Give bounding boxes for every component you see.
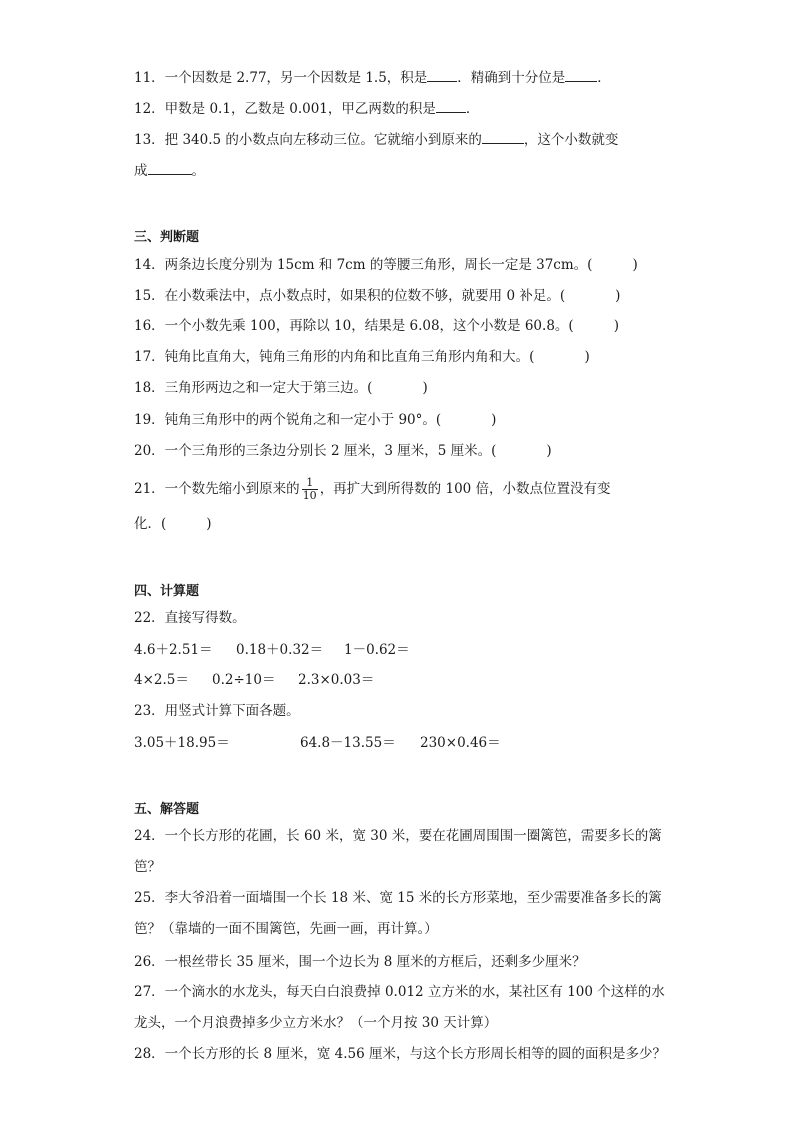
calc-row-1: [134, 640, 410, 660]
answer-blank[interactable]: [148, 160, 192, 175]
fraction-one-tenth: $\frac{1}{10}$: [302, 476, 317, 502]
question-15: 15．在小数乘法中，点小数点时，如果积的位数不够，就要用 0 补足。( ): [134, 288, 621, 304]
question-22: 22．直接写得数。: [134, 610, 246, 626]
question-20: 20．一个三角形的三条边分别长 2 厘米，3 厘米，5 厘米。( ): [134, 443, 552, 459]
question-13-text: 13．把 340.5 的小数点向左移动三位。它就缩小到原来的: [134, 132, 482, 148]
question-18: 18．三角形两边之和一定大于第三边。( ): [134, 380, 428, 396]
calc-row-2: [134, 670, 374, 690]
question-27: 27．一个滴水的水龙头，每天白白浪费掉 0.012 立方米的水，某社区有 100 个这样的水: [134, 984, 665, 1000]
question-12-text: 12．甲数是 0.1，乙数是 0.001，甲乙两数的积是: [134, 101, 436, 117]
question-21: 21．一个数先缩小到原来的 $\frac{1}{10}$ ，再扩大到所得数的 100 倍，小数点位置没有变: [134, 476, 611, 502]
section-title-judge: 三、判断题: [134, 230, 200, 245]
answer-blank[interactable]: [436, 98, 466, 113]
question-24: 24．一个长方形的花圃，长 60 米，宽 30 米，要在花圃周围围一圈篱笆，需要多长的篱: [134, 828, 662, 844]
calc-item: 0.18＋0.32＝: [236, 642, 324, 658]
question-12: 12．甲数是 0.1，乙数是 0.001，甲乙两数的积是 ．: [134, 98, 479, 119]
question-16: 16．一个小数先乘 100，再除以 10，结果是 6.08，这个小数是 60.8。( ): [134, 318, 619, 334]
answer-blank[interactable]: [482, 129, 524, 144]
answer-blank[interactable]: [427, 67, 457, 82]
question-25-cont: 笆？（靠墙的一面不围篱笆，先画一画，再计算。）: [134, 921, 438, 937]
question-17: 17．钝角比直角大，钝角三角形的内角和比直角三角形内角和大。( ): [134, 349, 590, 365]
question-11-text: 11．一个因数是 2.77，另一个因数是 1.5，积是: [134, 70, 428, 86]
question-25: 25．李大爷沿着一面墙围一个长 18 米、宽 15 米的长方形菜地，至少需要准备多长的篱: [134, 890, 662, 906]
question-21-cont: 化．( ): [134, 516, 212, 532]
calc-item: 64.8－13.55＝: [300, 735, 396, 751]
calc-item: 4.6＋2.51＝: [134, 642, 213, 658]
calc-item: 4×2.5＝: [134, 672, 189, 688]
question-24-cont: 笆？: [134, 859, 161, 875]
calc-row-3: [134, 733, 501, 753]
section-title-calc: 四、计算题: [134, 584, 200, 599]
question-27-cont: 龙头，一个月浪费掉多少立方米水？（一个月按 30 天计算）: [134, 1015, 498, 1031]
calc-item: 230×0.46＝: [420, 735, 501, 751]
answer-blank[interactable]: [565, 67, 597, 82]
calc-item: 3.05＋18.95＝: [134, 735, 230, 751]
calc-item: 0.2÷10＝: [212, 672, 276, 688]
question-13-cont: 成 。: [134, 160, 205, 181]
question-28: 28．一个长方形的长 8 厘米，宽 4.56 厘米，与这个长方形周长相等的圆的面积是多少？: [134, 1046, 666, 1062]
question-11: 11．一个因数是 2.77，另一个因数是 1.5，积是 ．精确到十分位是 ．: [134, 67, 611, 88]
question-26: 26．一根丝带长 35 厘米，围一个边长为 8 厘米的方框后，还剩多少厘米？: [134, 954, 586, 970]
calc-item: 1－0.62＝: [344, 642, 410, 658]
question-23: 23．用竖式计算下面各题。: [134, 703, 300, 719]
question-11-text-2: ．精确到十分位是: [457, 70, 566, 86]
section-title-solve: 五、解答题: [134, 802, 200, 817]
calc-item: 2.3×0.03＝: [298, 672, 375, 688]
question-19: 19．钝角三角形中的两个锐角之和一定小于 90°。( ): [134, 412, 497, 428]
question-14: 14．两条边长度分别为 15cm 和 7cm 的等腰三角形，周长一定是 37cm。( ): [134, 257, 638, 273]
question-13: 13．把 340.5 的小数点向左移动三位。它就缩小到原来的 ，这个小数就变: [134, 129, 618, 150]
